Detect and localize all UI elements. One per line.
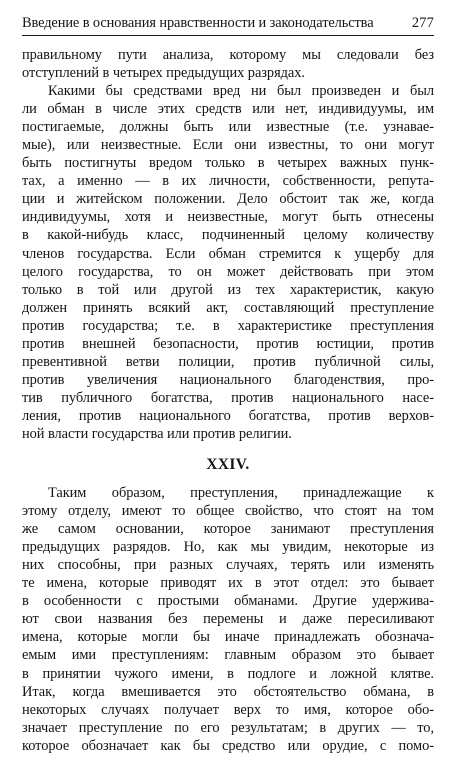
text-line: в принятии чужого имени, в подлоге и ложной клятве. [22,665,434,682]
page-number: 277 [411,15,434,31]
text-line: целого государства, то он может действовать при этом [22,263,434,280]
text-line: постигаемые, должны быть или известные (т.е. узнавае- [22,119,434,136]
text-line: ления, против национального богатства, против верхов- [22,407,434,424]
text-line: против внешней безопасности, против юстиции, против [22,335,434,352]
text-line: против увеличения национального благоденствия, про- [22,371,434,388]
text-line: некоторых случаях получает верх то имя, которое обо- [22,701,434,718]
text-line: значает преступление по его результатам; в других — то, [22,719,434,736]
text-line: которое обозначает как бы средство или орудие, с помо- [22,737,434,754]
text-line: быть постигнуты вредом только в четырех важных пунк- [22,155,434,172]
text-line: правильному пути анализа, которому мы следовали без [22,47,434,63]
section-heading: XXIV. [206,456,250,474]
text-line: ли обман в числе этих средств или нет, индивидуумы, им [22,101,434,118]
text-line: индивидуумы, хотя и неизвестные, могут быть отнесены [22,209,434,226]
text-line: против государства; т.е. в характеристике преступления [22,317,434,334]
text-line: предыдущих разрядов. Но, как мы увидим, некоторые из [22,539,434,556]
text-line: должен принять всякий акт, составляющий преступление [22,299,434,316]
text-line: только в той или другой из тех характеристик, какую [22,281,434,298]
text-line: емым ими преступлениям: главным образом это бывает [22,647,434,664]
book-page [22,14,434,755]
text-line: этому отделу, имеют то общее свойство, что стоят на том [22,503,434,520]
paragraph-section-xxiv [22,484,434,755]
text-line: отступлений в четырех предыдущих разрядах. [22,65,305,82]
text-line: ной власти государства или против религии. [22,425,292,442]
text-line: них способны, при разных случаях, терять или изменять [22,557,434,574]
text-line: имена, которые могли бы иначе принадлежать обознача- [22,629,434,646]
text-line: членов государства. Если обман стремится к ущербу для [22,245,434,262]
text-line: же самом основании, которое занимают преступления [22,521,434,538]
paragraph-continuation [22,46,434,82]
running-header [22,14,434,36]
text-line: Таким образом, преступления, принадлежащие к [48,485,434,502]
text-line: в особенности с простыми обманами. Другие удержива- [22,593,434,610]
text-line: мые), или неизвестные. Если они известны, то они могут [22,137,434,154]
text-line: те имена, которые приводят их в этот отдел: это бывает [22,575,434,592]
text-line: Итак, когда вмешивается это обстоятельство обмана, в [22,683,434,700]
paragraph-harm-objects [22,82,434,443]
text-line: ции и житейском положении. Дело обстоит так же, когда [22,191,434,208]
running-title: Введение в основания нравственности и законодательства [22,15,374,31]
body-text [22,46,434,755]
text-line: в какой-нибудь класс, подчиненный целому количеству [22,227,434,244]
text-line: Какими бы средствами вред ни был произведен и был [48,83,434,100]
text-line: тив публичного богатства, против национального насе- [22,389,434,406]
text-line: тах, а именно — в их личности, собственности, репута- [22,173,434,190]
text-line: превентивной ветви полиции, против публичной силы, [22,353,434,370]
text-line: ют свои названия без перемены и даже пересиливают [22,611,434,628]
